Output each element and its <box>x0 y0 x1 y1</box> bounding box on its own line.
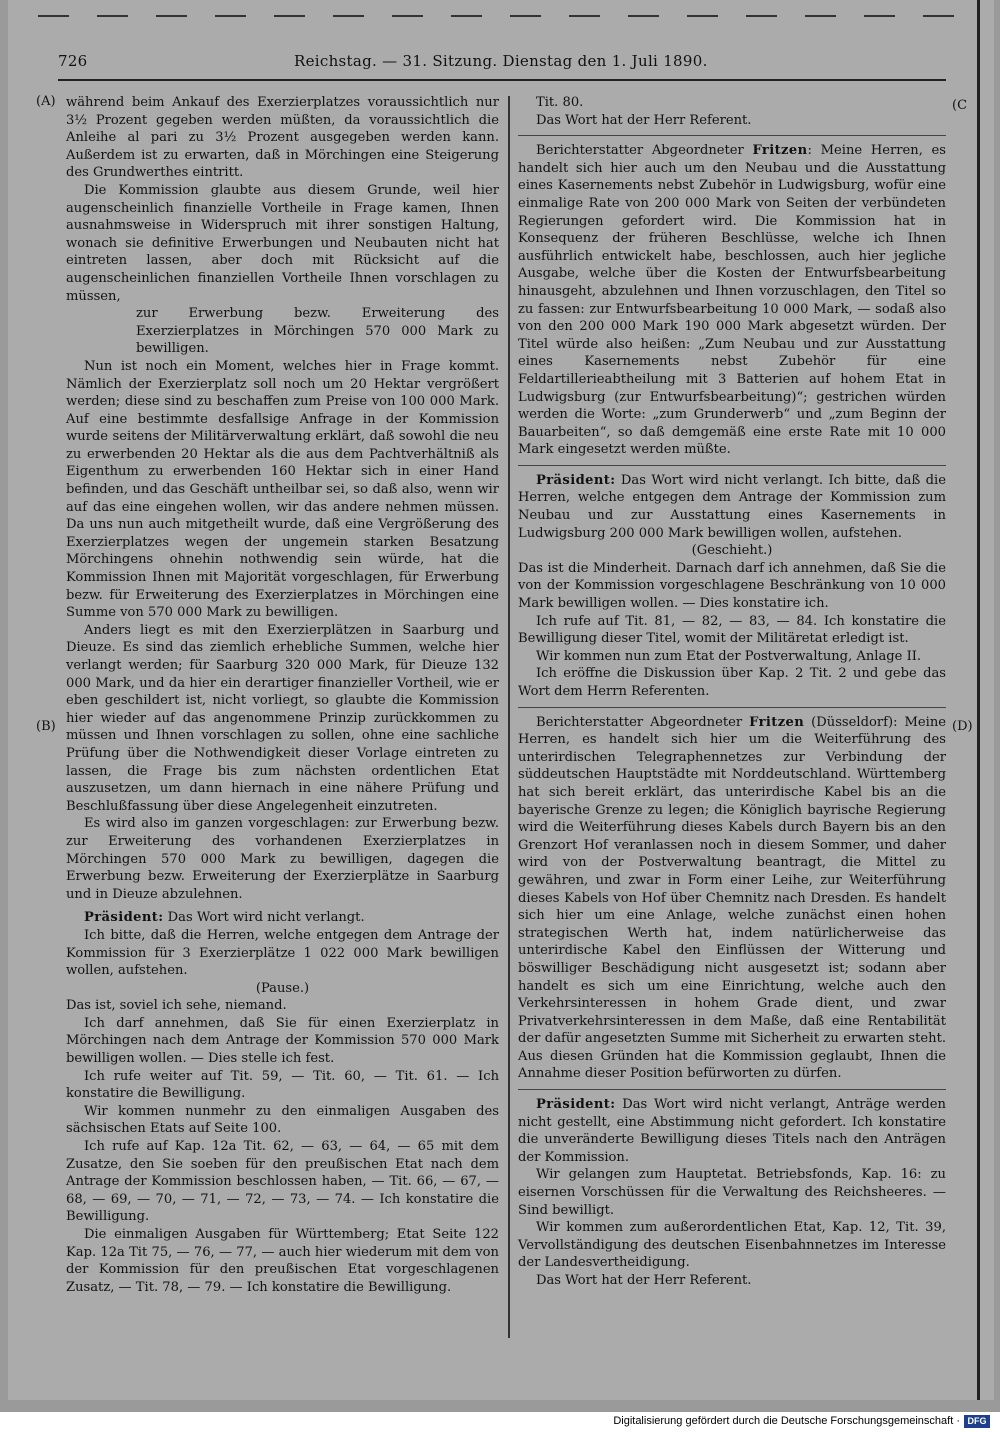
statement-text: Das Wort wird nicht verlangt. <box>167 910 365 926</box>
speaker-name: Präsident: <box>84 910 164 926</box>
president-statement <box>66 909 499 927</box>
paragraph: Die Kommission glaubte aus diesem Grunde, weil hier augenscheinlich finanzielle Vortheile in Frage kamen, Ihnen ausnahmsweise in Widerspruch mit ihrer sonstigen Haltung, wonach sie definitive Erwerbungen und Neubauten nicht hat eintreten lassen, aber doch mit Rücksicht auf die augenscheinlichen finanziellen Vortheile Ihnen vorschlagen zu müssen, <box>66 182 499 304</box>
speaker-name: Präsident: <box>536 472 616 488</box>
speaker-name: Fritzen <box>752 143 808 159</box>
stage-direction: (Pause.) <box>255 980 310 996</box>
paragraph: Das ist, soviel ich sehe, niemand. <box>66 998 287 1014</box>
top-dashes <box>38 10 954 22</box>
paragraph: Das Wort hat der Herr Referent. <box>536 1273 752 1288</box>
paragraph: Ich darf annehmen, daß Sie für einen Exerzierplatz in Mörchingen nach dem Antrage der Kommission 570 000 Mark bewilligen wollen. — Dies stelle ich fest. <box>66 1015 499 1067</box>
right-border <box>977 0 980 1400</box>
paragraph: Ich eröffne die Diskussion über Kap. 2 Tit. 2 und gebe das Wort dem Herrn Referenten. <box>518 666 946 699</box>
section-divider <box>518 135 946 136</box>
margin-mark-b: (B) <box>36 719 56 734</box>
paragraph: Tit. 80. <box>536 95 584 110</box>
stage-direction: (Geschieht.) <box>691 543 773 559</box>
paragraph: Präsident: Das Wort wird nicht verlangt, Anträge werden nicht gestellt, eine Abstimmung nicht gefordert. Ich konstatire die unveränderte Bewilligung dieses Titels nach den Anträgen der Kommission. <box>518 1097 946 1165</box>
dfg-logo[interactable]: DFG <box>964 1415 990 1428</box>
section-divider <box>518 465 946 466</box>
paragraph: Das ist die Minderheit. Darnach darf ich annehmen, daß Sie die von der Kommission vorgeschlagene Beschränkung von 10 000 Mark bewilligen wollen. — Dies konstatire ich. <box>518 560 946 612</box>
paragraph: Wir gelangen zum Hauptetat. Betriebsfonds, Kap. 16: zu eisernen Vorschüssen für die Verwaltung des Reichsheeres. — Sind bewilligt. <box>518 1167 946 1218</box>
paragraph: zur Erwerbung bezw. Erweiterung des Exerzierplatzes in Mörchingen 570 000 Mark zu bewilligen. <box>136 306 499 357</box>
paragraph: Ich bitte, daß die Herren, welche entgegen dem Antrage der Kommission für 3 Exerzierplätze 1 022 000 Mark bewilligen wollen, aufstehen. <box>66 927 499 979</box>
left-column <box>66 94 499 1296</box>
paragraph: Berichterstatter Abgeordneter Fritzen (Düsseldorf): Meine Herren, es handelt sich hier um die Weiterführung des unterirdischen Telegraphennetzes zur Verbindung der süddeutschen Hauptstädte mit Norddeutschland. Württemberg hat sich bereit erklärt, das unterirdische Kabel bis an die bayerische Grenze zu legen; die Königlich bayrische Regierung wird die Weiterführung dieses Kabels durch Bayern bis an den Grenzort Hof veranlassen noch in diesem Sommer, und daher wird von der Postverwaltung beantragt, die Mittel zu gewähren, und zwar in Form einer Leihe, zur Weiterführung dieses Kabels von Hof über Chemnitz nach Dresden. Es handelt sich hier um eine Anlage, welche zunächst einen hohen strategischen Werth hat, indem natürlicherweise das unterirdische Kabel den Einflüssen der Witterung und böswilliger Beschädigung nicht ausgesetzt ist; sodann aber handelt es sich um eine Einrichtung, welche auch den Verkehrsinteressen in hohem Grade dient, und zwar Privatverkehrsinteressen in dem Maße, daß eine Rentabilität der dafür angesetzten Summe mit Sicherheit zu erwarten steht. Aus diesen Gründen hat die Kommission geglaubt, Ihnen die Annahme dieser Position befürworten zu dürfen. <box>518 714 946 1082</box>
paragraph: Wir kommen zum außerordentlichen Etat, Kap. 12, Tit. 39, Vervollständigung des deutschen Eisenbahnnetzes im Interesse der Landesvertheidigung. <box>518 1220 946 1271</box>
footer-bar <box>0 1412 1000 1432</box>
paragraph: Präsident: Das Wort wird nicht verlangt. Ich bitte, daß die Herren, welche entgegen dem Antrage der Kommission zum Neubau und zur Ausstattung eines Kasernements in Ludwigsburg 200 000 Mark bewilligen wollen, aufstehen. <box>518 472 946 541</box>
margin-mark-c: (C <box>952 98 968 113</box>
right-column <box>518 94 946 1290</box>
paragraph: Anders liegt es mit den Exerzierplätzen in Saarburg und Dieuze. Es sind das ziemlich erhebliche Summen, welche hier verlangt werden; für Saarburg 320 000 Mark, für Dieuze 132 000 Mark, und da hier ein derartiger finanzieller Vortheil, wie er eben geschildert ist, nicht vorliegt, so glaubte die Kommission hier wieder auf das angenommene Prinzip zurückkommen zu müssen und Ihnen vorschlagen zu sollen, ohne eine sachliche Prüfung über die Nothwendigkeit dieser Vorlage eintreten zu lassen, die Frage bis zum nächsten ordentlichen Etat auszusetzen, um dann hiernach in eine nähere Prüfung und Beschlußfassung über diese Angelegenheit einzutreten. <box>66 622 499 814</box>
paragraph: Es wird also im ganzen vorgeschlagen: zur Erwerbung bezw. zur Erweiterung des vorhandenen Exerzierplatzes in Mörchingen 570 000 Mark zu bewilligen, dagegen die Erwerbung bezw. Erweiterung der Exerzierplätze in Saarburg und in Dieuze abzulehnen. <box>66 816 499 902</box>
paragraph: Die einmaligen Ausgaben für Württemberg; Etat Seite 122 Kap. 12a Tit 75, — 76, — 77, — auch hier wiederum mit dem von der Kommission für den preußischen Etat vorgeschlagenen Zusatz, — Tit. 78, — 79. — Ich konstatire die Bewilligung. <box>66 1227 499 1295</box>
paragraph: Ich rufe auf Tit. 81, — 82, — 83, — 84. Ich konstatire die Bewilligung dieser Titel, womit der Militäretat erledigt ist. <box>518 613 946 647</box>
paragraph: Wir kommen nun zum Etat der Postverwaltung, Anlage II. <box>536 648 922 664</box>
paragraph: Wir kommen nunmehr zu den einmaligen Ausgaben des sächsischen Etats auf Seite 100. <box>66 1103 499 1137</box>
page-number: 726 <box>58 52 88 70</box>
paragraph: Berichterstatter Abgeordneter Fritzen: Meine Herren, es handelt sich hier auch um den Neubau und die Ausstattung eines Kasernements nebst Zubehör in Ludwigsburg, wofür eine einmalige Rate von 200 000 Mark von Seiten der verbündeten Regierungen gefordert wird. Die Kommission hat in Konsequenz der früheren Beschlüsse, welche ich Ihnen ausführlich entwickelt habe, beschlossen, auch hier jegliche Ausgabe, welche über die Kosten der Entwurfsbearbeitung hinausgeht, abzulehnen und Ihnen vorzuschlagen, den Titel so zu fassen: zur Entwurfsbearbeitung 10 000 Mark, — sodaß also von den 200 000 Mark 190 000 Mark abgesetzt würden. Der Titel würde also heißen: „Zum Neubau und zur Ausstattung eines Kasernements nebst Zubehör für eine Feldartillerieabtheilung mit 3 Batterien auf hohem Etat in Ludwigsburg (zur Entwurfsbearbeitung)“; gestrichen würden werden die Worte: „zum Grunderwerb“ und „zum Beginn der Bauarbeiten“, so daß demgemäß eine erste Rate mit 10 000 Mark eingesetzt werden müßte. <box>518 143 946 458</box>
funding-notice: Digitalisierung gefördert durch die Deutsche Forschungsgemeinschaft · <box>613 1415 960 1427</box>
header-rule <box>58 79 946 81</box>
column-divider <box>508 96 510 1338</box>
paragraph: Nun ist noch ein Moment, welches hier in Frage kommt. Nämlich der Exerzierplatz soll noch um 20 Hektar vergrößert werden; diese sind zu beschaffen zum Preise von 100 000 Mark. Auf eine bestimmte desfallsige Anfrage in der Kommission wurde seitens der Militärverwaltung erklärt, daß sowohl die neu zu erwerbenden 20 Hektar als die aus dem Pachtverhältniß als Eigenthum zu erwerbenden 160 Hektar sich in einer Hand befinden, und das Geschäft untheilbar sei, so daß also, wenn wir auf das eine eingehen wollen, wir das andere nehmen müssen. Da uns nun auch mitgetheilt wurde, daß eine Vergrößerung des Exerzierplatzes wegen der ungemein starken Besatzung Mörchingens ohnehin nothwendig sein würde, hat die Kommission Ihnen mit Majorität vorgeschlagen, für Erwerbung bezw. für Erweiterung des Exerzierplatzes in Mörchingen eine Summe von 570 000 Mark zu bewilligen. <box>66 358 499 621</box>
speaker-name: Fritzen <box>749 714 805 730</box>
speaker-name: Präsident: <box>536 1097 616 1113</box>
section-divider <box>518 707 946 708</box>
paragraph: Das Wort hat der Herr Referent. <box>536 112 752 128</box>
paragraph: während beim Ankauf des Exerzierplatzes voraussichtlich nur 3½ Prozent gegeben werden müßten, da voraussichtlich die Anleihe al pari zu 3½ Prozent ausgegeben werden kann. Außerdem ist zu erwarten, daß in Mörchingen eine Steigerung des Grundwerthes eintritt. <box>66 95 499 181</box>
page-header <box>58 52 958 74</box>
running-title: Reichstag. — 31. Sitzung. Dienstag den 1. Juli 1890. <box>294 52 708 70</box>
paragraph: Ich rufe weiter auf Tit. 59, — Tit. 60, — Tit. 61. — Ich konstatire die Bewilligung. <box>66 1068 499 1102</box>
margin-mark-a: (A) <box>36 94 56 109</box>
section-divider <box>518 1089 946 1090</box>
margin-mark-d: (D) <box>952 719 973 734</box>
paragraph: Ich rufe auf Kap. 12a Tit. 62, — 63, — 64, — 65 mit dem Zusatze, den Sie soeben für den preußischen Etat nach dem Antrage der Kommission beschlossen haben, — Tit. 66, — 67, — 68, — 69, — 70, — 71, — 72, — 73, — 74. — Ich konstatire die Bewilligung. <box>66 1139 499 1225</box>
